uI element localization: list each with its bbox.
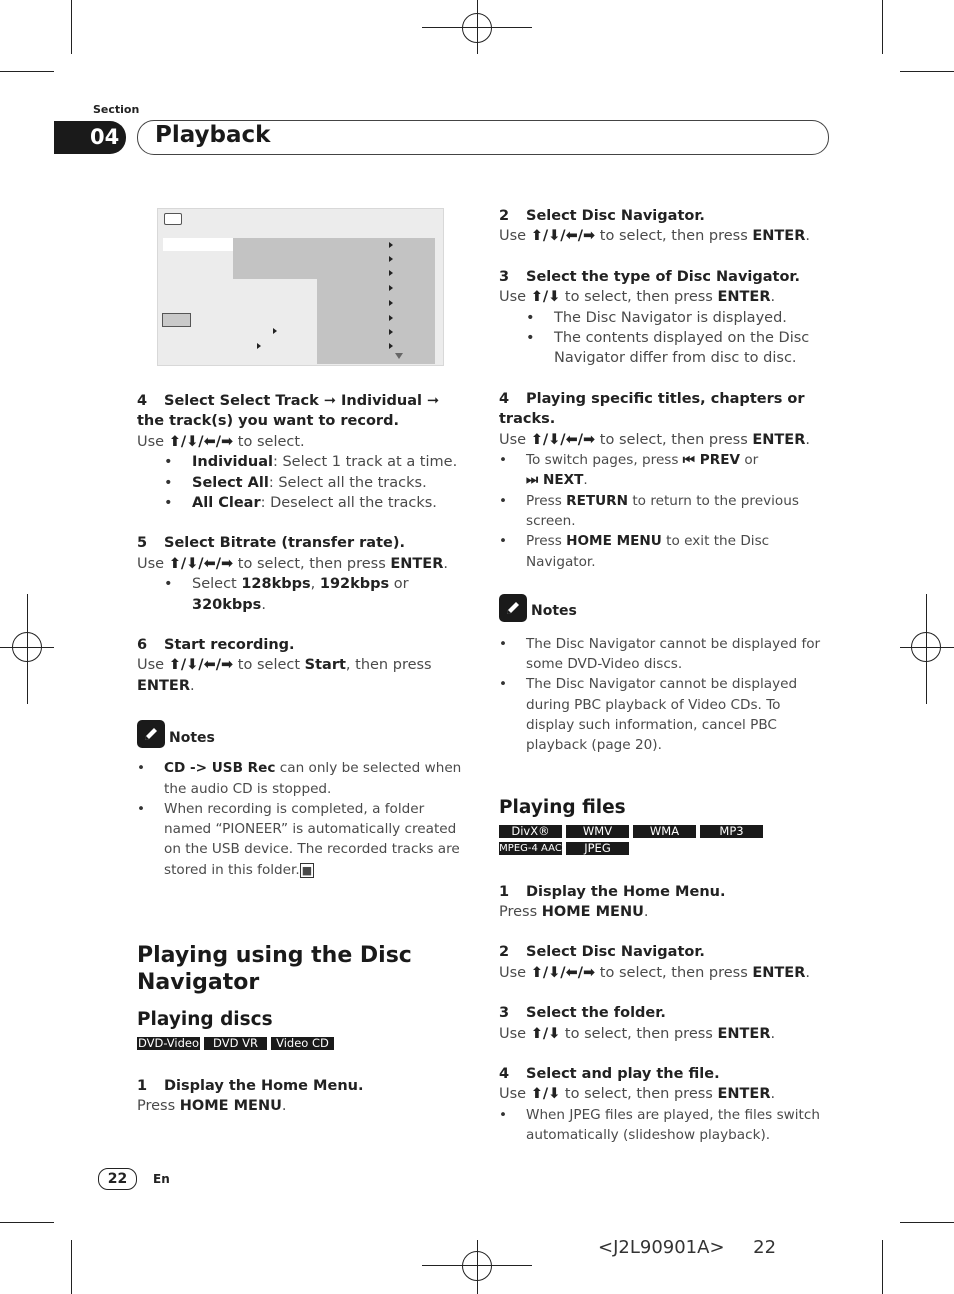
badge-mp3: MP3 <box>700 825 763 838</box>
pencil-icon <box>499 594 527 622</box>
badge-divx: DivX® <box>499 825 562 838</box>
arrow-keys-icon: ⬆/⬇/⬅/➡ <box>530 228 596 245</box>
section-number: 04 <box>54 121 126 154</box>
step-title: 5 Select Bitrate (transfer rate). <box>137 535 405 552</box>
list-item: • The Disc Navigator cannot be displayed for some DVD-Video discs. <box>499 634 829 675</box>
heading-playing-files: Playing files <box>499 796 626 818</box>
step-title: 3 Select the type of Disc Navigator. <box>499 268 801 285</box>
arrow-keys-icon: ⬆/⬇ <box>530 1086 561 1103</box>
list-item: • To switch pages, press ⏮ PREV or ⏭ NEXT. <box>499 450 829 491</box>
list-item: • Press HOME MENU to exit the Disc Navigator. <box>499 531 829 572</box>
crop-mark <box>882 1240 883 1294</box>
step-title: 6 Start recording. <box>137 637 295 654</box>
end-mark-icon: ■ <box>301 863 313 877</box>
crop-mark <box>71 1240 72 1294</box>
disc-type-badges <box>137 1037 407 1050</box>
list-item: • Press RETURN to return to the previous screen. <box>499 491 829 532</box>
usb-icon <box>164 213 182 225</box>
arrow-keys-icon: ⬆/⬇/⬅/➡ <box>168 657 234 674</box>
crop-mark <box>0 1222 54 1223</box>
crop-mark <box>900 1222 954 1223</box>
badge-wmv: WMV <box>566 825 629 838</box>
notes-heading: Notes <box>137 720 467 748</box>
section-label: Section <box>93 103 140 116</box>
list-item: • The contents displayed on the Disc Navigator differ from disc to disc. <box>499 328 829 369</box>
page-language: En <box>153 1172 170 1186</box>
right-column: 2 Select Disc Navigator. Use ⬆/⬇/⬅/➡ to select, then press ENTER. 3 Select the type of Disc Navigator. Use ⬆/⬇ to select, then press ENTER. • The Disc Navigator is displayed. • The contents displayed on the Disc Navigator differ from disc to disc. 4 Playing specific titles, chapters or tracks. Use ⬆/⬇/⬅/➡ to select, then press ENTER. • To switch pages, press ⏮ PREV or ⏭ NEXT. • Press RETURN to return to the previous screen. • Press HOME MENU to exit the Disc Navigator. Notes • The Disc Navigator cannot be displayed for some DVD-Video discs. • The Disc Navigator cannot be displayed during PBC playback of Video CDs. To display such information, cancel PBC playback (page 20). Playing files DivX® WMV WMA MP3 MPEG-4 AAC JPEG 1 Display the Home Menu. Press HOME MENU. 2 Select Disc Navigator. Use ⬆/⬇/⬅/➡ to select, then press ENTER. 3 Select the folder. Use ⬆/⬇ to select, then press ENTER. 4 Select and play the file. Use ⬆/⬇ to select, then press ENTER. • When JPEG files are played, the files switch automatically (slideshow playback). <box>499 206 829 1145</box>
arrow-keys-icon: ⬆/⬇/⬅/➡ <box>168 555 234 572</box>
left-column: 4 Select Select Track ➞ Individual ➞ the track(s) you want to record. Use ⬆/⬇/⬅/➡ to select. • Individual: Select 1 track at a time. • Select All: Select all the tracks. • All Clear: Deselect all the tracks. 5 Select Bitrate (transfer rate). Use ⬆/⬇/⬅/➡ to select, then press ENTER. • Select 128kbps, 192kbps or 320kbps. 6 Start recording. Use ⬆/⬇/⬅/➡ to select Start, then press ENTER. Notes • CD -> USB Rec can only be selected when the audio CD is stopped. • When recording is completed, a folder named “PIONEER” is automatically created on the USB device. The recorded tracks are stored in this folder. ■ Playing using the Disc Navigator Playing discs DVD-Video DVD VR Video CD 1 Display the Home Menu. Press HOME MENU. <box>137 391 467 1117</box>
list-item: • When recording is completed, a folder named “PIONEER” is automatically created on the USB device. The recorded tracks are stored in this folder. ■ <box>137 799 467 880</box>
crop-mark <box>882 0 883 54</box>
section-title: Playback <box>155 122 271 148</box>
list-item: • The Disc Navigator cannot be displayed during PBC playback of Video CDs. To display such information, cancel PBC playback (page 20). <box>499 674 829 755</box>
file-type-badges <box>499 825 769 855</box>
crop-mark <box>71 0 72 54</box>
arrow-keys-icon: ⬆/⬇/⬅/➡ <box>168 433 234 450</box>
crop-mark <box>0 71 54 72</box>
step-title: 4 Select and play the file. <box>499 1066 720 1083</box>
step-title: 1 Display the Home Menu. <box>499 883 726 900</box>
badge-video-cd: Video CD <box>271 1037 334 1050</box>
step-title: 2 Select Disc Navigator. <box>499 208 705 224</box>
badge-wma: WMA <box>633 825 696 838</box>
prev-icon: ⏮ <box>682 452 700 469</box>
document-code: <J2L90901A> 22 <box>598 1237 777 1258</box>
heading-playing-discs: Playing discs <box>137 1009 273 1031</box>
list-item: • When JPEG files are played, the files switch automatically (slideshow playback). <box>499 1105 829 1146</box>
menu-screen-illustration <box>157 208 444 366</box>
pencil-icon <box>137 720 165 748</box>
step-title: 4 Playing specific titles, chapters or tracks. <box>499 390 805 428</box>
notes-heading: Notes <box>499 594 829 622</box>
page-number: 22 <box>98 1168 137 1190</box>
step-title: 1 Display the Home Menu. <box>137 1078 364 1095</box>
list-item: • All Clear: Deselect all the tracks. <box>137 493 467 513</box>
arrow-keys-icon: ⬆/⬇ <box>530 1025 561 1042</box>
badge-jpeg: JPEG <box>566 842 629 855</box>
scroll-down-icon <box>395 353 403 359</box>
list-item: • Select All: Select all the tracks. <box>137 473 467 493</box>
step-title: 4 Select Select Track ➞ Individual ➞ the track(s) you want to record. <box>137 393 440 430</box>
arrow-keys-icon: ⬆/⬇/⬅/➡ <box>530 431 596 448</box>
arrow-keys-icon: ⬆/⬇ <box>530 289 561 306</box>
heading-disc-navigator: Playing using the Disc Navigator <box>137 943 412 996</box>
list-item: • Individual: Select 1 track at a time. <box>137 452 467 472</box>
badge-dvd-video: DVD-Video <box>137 1036 200 1051</box>
badge-mpeg4-aac: MPEG-4 AAC <box>499 842 562 854</box>
crop-mark <box>900 71 954 72</box>
list-item: • CD -> USB Rec can only be selected when the audio CD is stopped. <box>137 758 467 799</box>
arrow-keys-icon: ⬆/⬇/⬅/➡ <box>530 964 596 981</box>
step-title: 3 Select the folder. <box>499 1005 666 1022</box>
next-icon: ⏭ <box>526 472 543 489</box>
list-item: • Select 128kbps, 192kbps or 320kbps. <box>137 574 467 615</box>
step-title: 2 Select Disc Navigator. <box>499 944 705 961</box>
list-item: • The Disc Navigator is displayed. <box>499 308 829 328</box>
badge-dvd-vr: DVD VR <box>204 1037 267 1050</box>
